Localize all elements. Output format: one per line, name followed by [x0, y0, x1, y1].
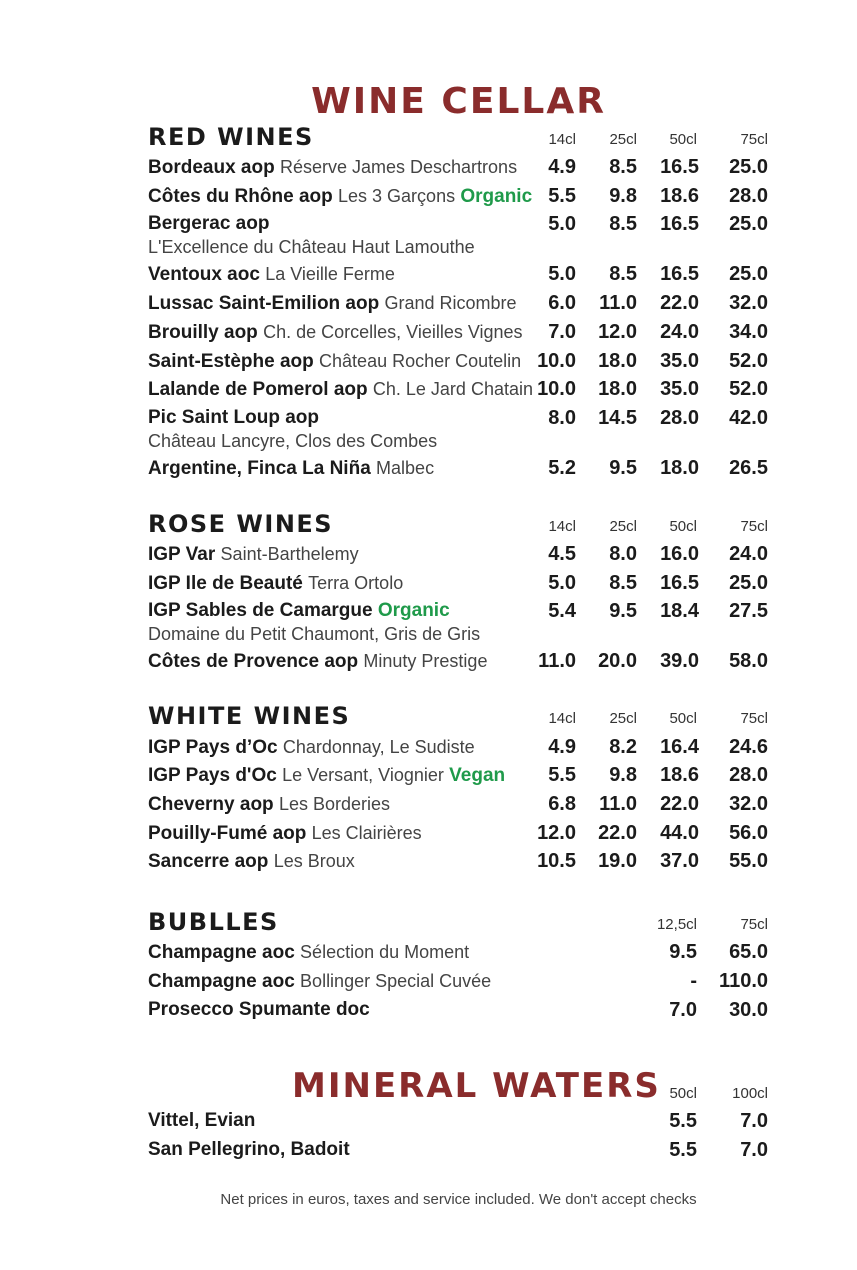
wine-name: Argentine, Finca La Niña: [148, 458, 371, 479]
wine-name: IGP Pays d'Oc: [148, 765, 277, 786]
organic-badge: Organic: [377, 600, 450, 621]
price-75cl: 52.0: [729, 378, 768, 400]
wine-desc: Les Borderies: [278, 794, 390, 814]
white-header-25cl: 25cl: [609, 710, 637, 727]
price-75cl: 32.0: [729, 793, 768, 815]
price-50cl: 28.0: [660, 407, 699, 429]
price-25cl: 20.0: [598, 650, 637, 672]
wine-row: [148, 821, 778, 846]
wine-row: [148, 212, 778, 258]
bubbles-title: BUBLLES: [148, 908, 279, 936]
price-75cl: 34.0: [729, 321, 768, 343]
mineral-waters-title: MINERAL WATERS: [292, 1066, 661, 1106]
wine-desc: L'Excellence du Château Haut Lamouthe: [148, 237, 475, 257]
wine-desc: Réserve James Deschartrons: [279, 157, 518, 177]
price-50cl: 22.0: [660, 793, 699, 815]
red-header-75cl: 75cl: [740, 131, 768, 148]
price-14cl: 10.0: [537, 378, 576, 400]
wine-row: [148, 998, 778, 1022]
price-100cl: 7.0: [740, 1139, 768, 1161]
wine-desc: Chardonnay, Le Sudiste: [282, 737, 475, 757]
price-25cl: 9.5: [609, 457, 637, 479]
price-14cl: 5.0: [548, 213, 576, 235]
price-75cl: 28.0: [729, 185, 768, 207]
red-header-14cl: 14cl: [548, 131, 576, 148]
wine-desc: Les 3 Garçons: [338, 186, 456, 206]
rose-header-75cl: 75cl: [740, 518, 768, 535]
wine-name: Champagne aoc: [148, 942, 295, 963]
wine-name: IGP Pays d’Oc: [148, 737, 278, 758]
price-14cl: 10.5: [537, 850, 576, 872]
white-header-75cl: 75cl: [740, 710, 768, 727]
white-wines-title: WHITE WINES: [148, 702, 351, 730]
bubbles-header-12-5cl: 12,5cl: [656, 916, 697, 933]
wine-name: Côtes du Rhône aop: [148, 186, 333, 207]
water-header-50cl: 50cl: [669, 1085, 697, 1102]
wine-row: [148, 291, 778, 316]
price-14cl: 8.0: [548, 407, 576, 429]
price-75cl: 27.5: [729, 600, 768, 622]
price-75cl: 30.0: [729, 999, 768, 1021]
price-14cl: 5.0: [548, 572, 576, 594]
wine-row: [148, 406, 778, 452]
price-25cl: 18.0: [598, 350, 637, 372]
wine-row: [148, 792, 778, 817]
price-25cl: 12.0: [598, 321, 637, 343]
wine-name: Lalande de Pomerol aop: [148, 379, 368, 400]
wine-desc: Château Rocher Coutelin: [319, 351, 522, 371]
price-50cl: 44.0: [660, 822, 699, 844]
wine-name: Saint-Estèphe aop: [148, 351, 314, 372]
price-50cl: 18.6: [660, 764, 699, 786]
price-50cl: 22.0: [660, 292, 699, 314]
price-75cl: 110.0: [719, 970, 768, 992]
rose-header-50cl: 50cl: [669, 518, 697, 535]
wine-row: [148, 649, 778, 674]
price-75cl: 65.0: [729, 941, 768, 963]
price-75cl: 52.0: [729, 350, 768, 372]
price-75cl: 25.0: [729, 263, 768, 285]
wine-row: [148, 349, 778, 374]
price-75cl: 42.0: [729, 407, 768, 429]
price-25cl: 11.0: [599, 793, 637, 815]
rose-header-14cl: 14cl: [548, 518, 576, 535]
wine-row: [148, 571, 778, 596]
price-50cl: 16.5: [660, 213, 699, 235]
wine-row: [148, 262, 778, 287]
red-header-50cl: 50cl: [669, 131, 697, 148]
wine-row: [148, 456, 778, 481]
water-header-100cl: 100cl: [732, 1085, 768, 1102]
wine-name: Côtes de Provence aop: [148, 651, 359, 672]
wine-row: [148, 940, 778, 965]
price-50cl: 16.0: [660, 543, 699, 565]
organic-badge: Organic: [460, 186, 533, 207]
price-75cl: 56.0: [729, 822, 768, 844]
wine-name: Champagne aoc: [148, 971, 295, 992]
wine-name: IGP Var: [148, 544, 216, 565]
wine-desc: Château Lancyre, Clos des Combes: [148, 431, 438, 451]
wine-name: Pouilly-Fumé aop: [148, 823, 307, 844]
water-name: San Pellegrino, Badoit: [148, 1139, 350, 1160]
wine-desc: Ch. Le Jard Chatain: [372, 379, 533, 399]
price-25cl: 8.5: [609, 213, 637, 235]
price-14cl: 6.0: [548, 292, 576, 314]
wine-desc: Bollinger Special Cuvée: [300, 971, 492, 991]
price-14cl: 4.5: [548, 543, 576, 565]
wine-name: Pic Saint Loup aop: [148, 407, 320, 428]
price-14cl: 4.9: [548, 156, 576, 178]
wine-row: [148, 184, 778, 209]
wine-row: [148, 377, 778, 402]
price-50cl: 35.0: [660, 350, 699, 372]
rose-header-25cl: 25cl: [609, 518, 637, 535]
price-75cl: 25.0: [729, 213, 768, 235]
price-50cl: 39.0: [660, 650, 699, 672]
price-14cl: 11.0: [538, 650, 576, 672]
vegan-badge: Vegan: [449, 765, 506, 786]
wine-row: [148, 735, 778, 760]
price-50cl: 35.0: [660, 378, 699, 400]
white-header-50cl: 50cl: [669, 710, 697, 727]
price-75cl: 55.0: [729, 850, 768, 872]
price-50cl: 5.5: [669, 1139, 697, 1161]
price-25cl: 8.5: [609, 156, 637, 178]
wine-row: [148, 155, 778, 180]
price-14cl: 5.2: [548, 457, 576, 479]
price-75cl: 58.0: [729, 650, 768, 672]
wine-row: [148, 542, 778, 567]
price-14cl: 6.8: [548, 793, 576, 815]
price-14cl: 5.5: [548, 185, 576, 207]
wine-desc: La Vieille Ferme: [265, 264, 395, 284]
price-12-5cl: -: [690, 970, 697, 992]
price-75cl: 24.6: [729, 736, 768, 758]
price-50cl: 18.6: [660, 185, 699, 207]
price-12-5cl: 9.5: [669, 941, 697, 963]
wine-desc: Sélection du Moment: [300, 942, 470, 962]
price-25cl: 11.0: [599, 292, 637, 314]
price-100cl: 7.0: [740, 1110, 768, 1132]
price-50cl: 16.5: [660, 572, 699, 594]
price-14cl: 5.4: [548, 600, 576, 622]
price-25cl: 14.5: [598, 407, 637, 429]
price-50cl: 16.5: [660, 156, 699, 178]
price-50cl: 5.5: [669, 1110, 697, 1132]
wine-desc: Malbec: [376, 458, 435, 478]
price-75cl: 28.0: [729, 764, 768, 786]
water-row: [148, 1109, 778, 1133]
wine-desc: Grand Ricombre: [384, 293, 517, 313]
price-25cl: 9.8: [609, 764, 637, 786]
wine-row: [148, 849, 778, 874]
price-14cl: 4.9: [548, 736, 576, 758]
price-25cl: 8.5: [609, 572, 637, 594]
wine-desc: Les Broux: [273, 851, 355, 871]
price-25cl: 9.5: [609, 600, 637, 622]
wine-row: [148, 969, 778, 994]
wine-name: Sancerre aop: [148, 851, 269, 872]
wine-desc: Les Clairières: [311, 823, 422, 843]
price-25cl: 8.2: [609, 736, 637, 758]
price-14cl: 5.5: [548, 764, 576, 786]
price-50cl: 16.4: [660, 736, 699, 758]
price-25cl: 19.0: [598, 850, 637, 872]
wine-row: [148, 599, 778, 645]
price-50cl: 16.5: [660, 263, 699, 285]
price-14cl: 12.0: [537, 822, 576, 844]
price-14cl: 10.0: [537, 350, 576, 372]
rose-wines-title: ROSE WINES: [148, 510, 334, 538]
price-75cl: 26.5: [729, 457, 768, 479]
wine-desc: Ch. de Corcelles, Vieilles Vignes: [263, 322, 523, 342]
wine-desc: Le Versant, Viognier: [282, 765, 444, 785]
price-25cl: 8.0: [609, 543, 637, 565]
price-50cl: 18.0: [660, 457, 699, 479]
wine-row: [148, 320, 778, 345]
wine-desc: Saint-Barthelemy: [220, 544, 359, 564]
price-25cl: 18.0: [598, 378, 637, 400]
wine-name: Prosecco Spumante doc: [148, 999, 370, 1020]
footer-note: Net prices in euros, taxes and service included. We don't accept checks: [220, 1191, 697, 1208]
price-75cl: 25.0: [729, 156, 768, 178]
price-75cl: 25.0: [729, 572, 768, 594]
wine-row: [148, 763, 778, 788]
page-title: WINE CELLAR: [311, 81, 606, 122]
water-row: [148, 1138, 778, 1162]
water-name: Vittel, Evian: [148, 1110, 256, 1131]
price-25cl: 8.5: [609, 263, 637, 285]
price-75cl: 24.0: [729, 543, 768, 565]
wine-desc: Terra Ortolo: [308, 573, 404, 593]
white-header-14cl: 14cl: [548, 710, 576, 727]
wine-name: Brouilly aop: [148, 322, 258, 343]
red-wines-title: RED WINES: [148, 123, 314, 151]
price-25cl: 22.0: [598, 822, 637, 844]
wine-name: Lussac Saint-Emilion aop: [148, 293, 380, 314]
price-50cl: 18.4: [660, 600, 699, 622]
wine-desc: Minuty Prestige: [363, 651, 488, 671]
wine-name: Bordeaux aop: [148, 157, 275, 178]
price-14cl: 5.0: [548, 263, 576, 285]
price-14cl: 7.0: [548, 321, 576, 343]
wine-name: Cheverny aop: [148, 794, 274, 815]
price-75cl: 32.0: [729, 292, 768, 314]
price-12-5cl: 7.0: [669, 999, 697, 1021]
wine-desc: Domaine du Petit Chaumont, Gris de Gris: [148, 624, 481, 644]
wine-name: IGP Ile de Beauté: [148, 573, 303, 594]
wine-name: Ventoux aoc: [148, 264, 260, 285]
red-header-25cl: 25cl: [609, 131, 637, 148]
price-25cl: 9.8: [609, 185, 637, 207]
price-50cl: 37.0: [660, 850, 699, 872]
price-50cl: 24.0: [660, 321, 699, 343]
bubbles-header-75cl: 75cl: [740, 916, 768, 933]
wine-name: Bergerac aop: [148, 213, 270, 234]
wine-name: IGP Sables de Camargue: [148, 600, 373, 621]
